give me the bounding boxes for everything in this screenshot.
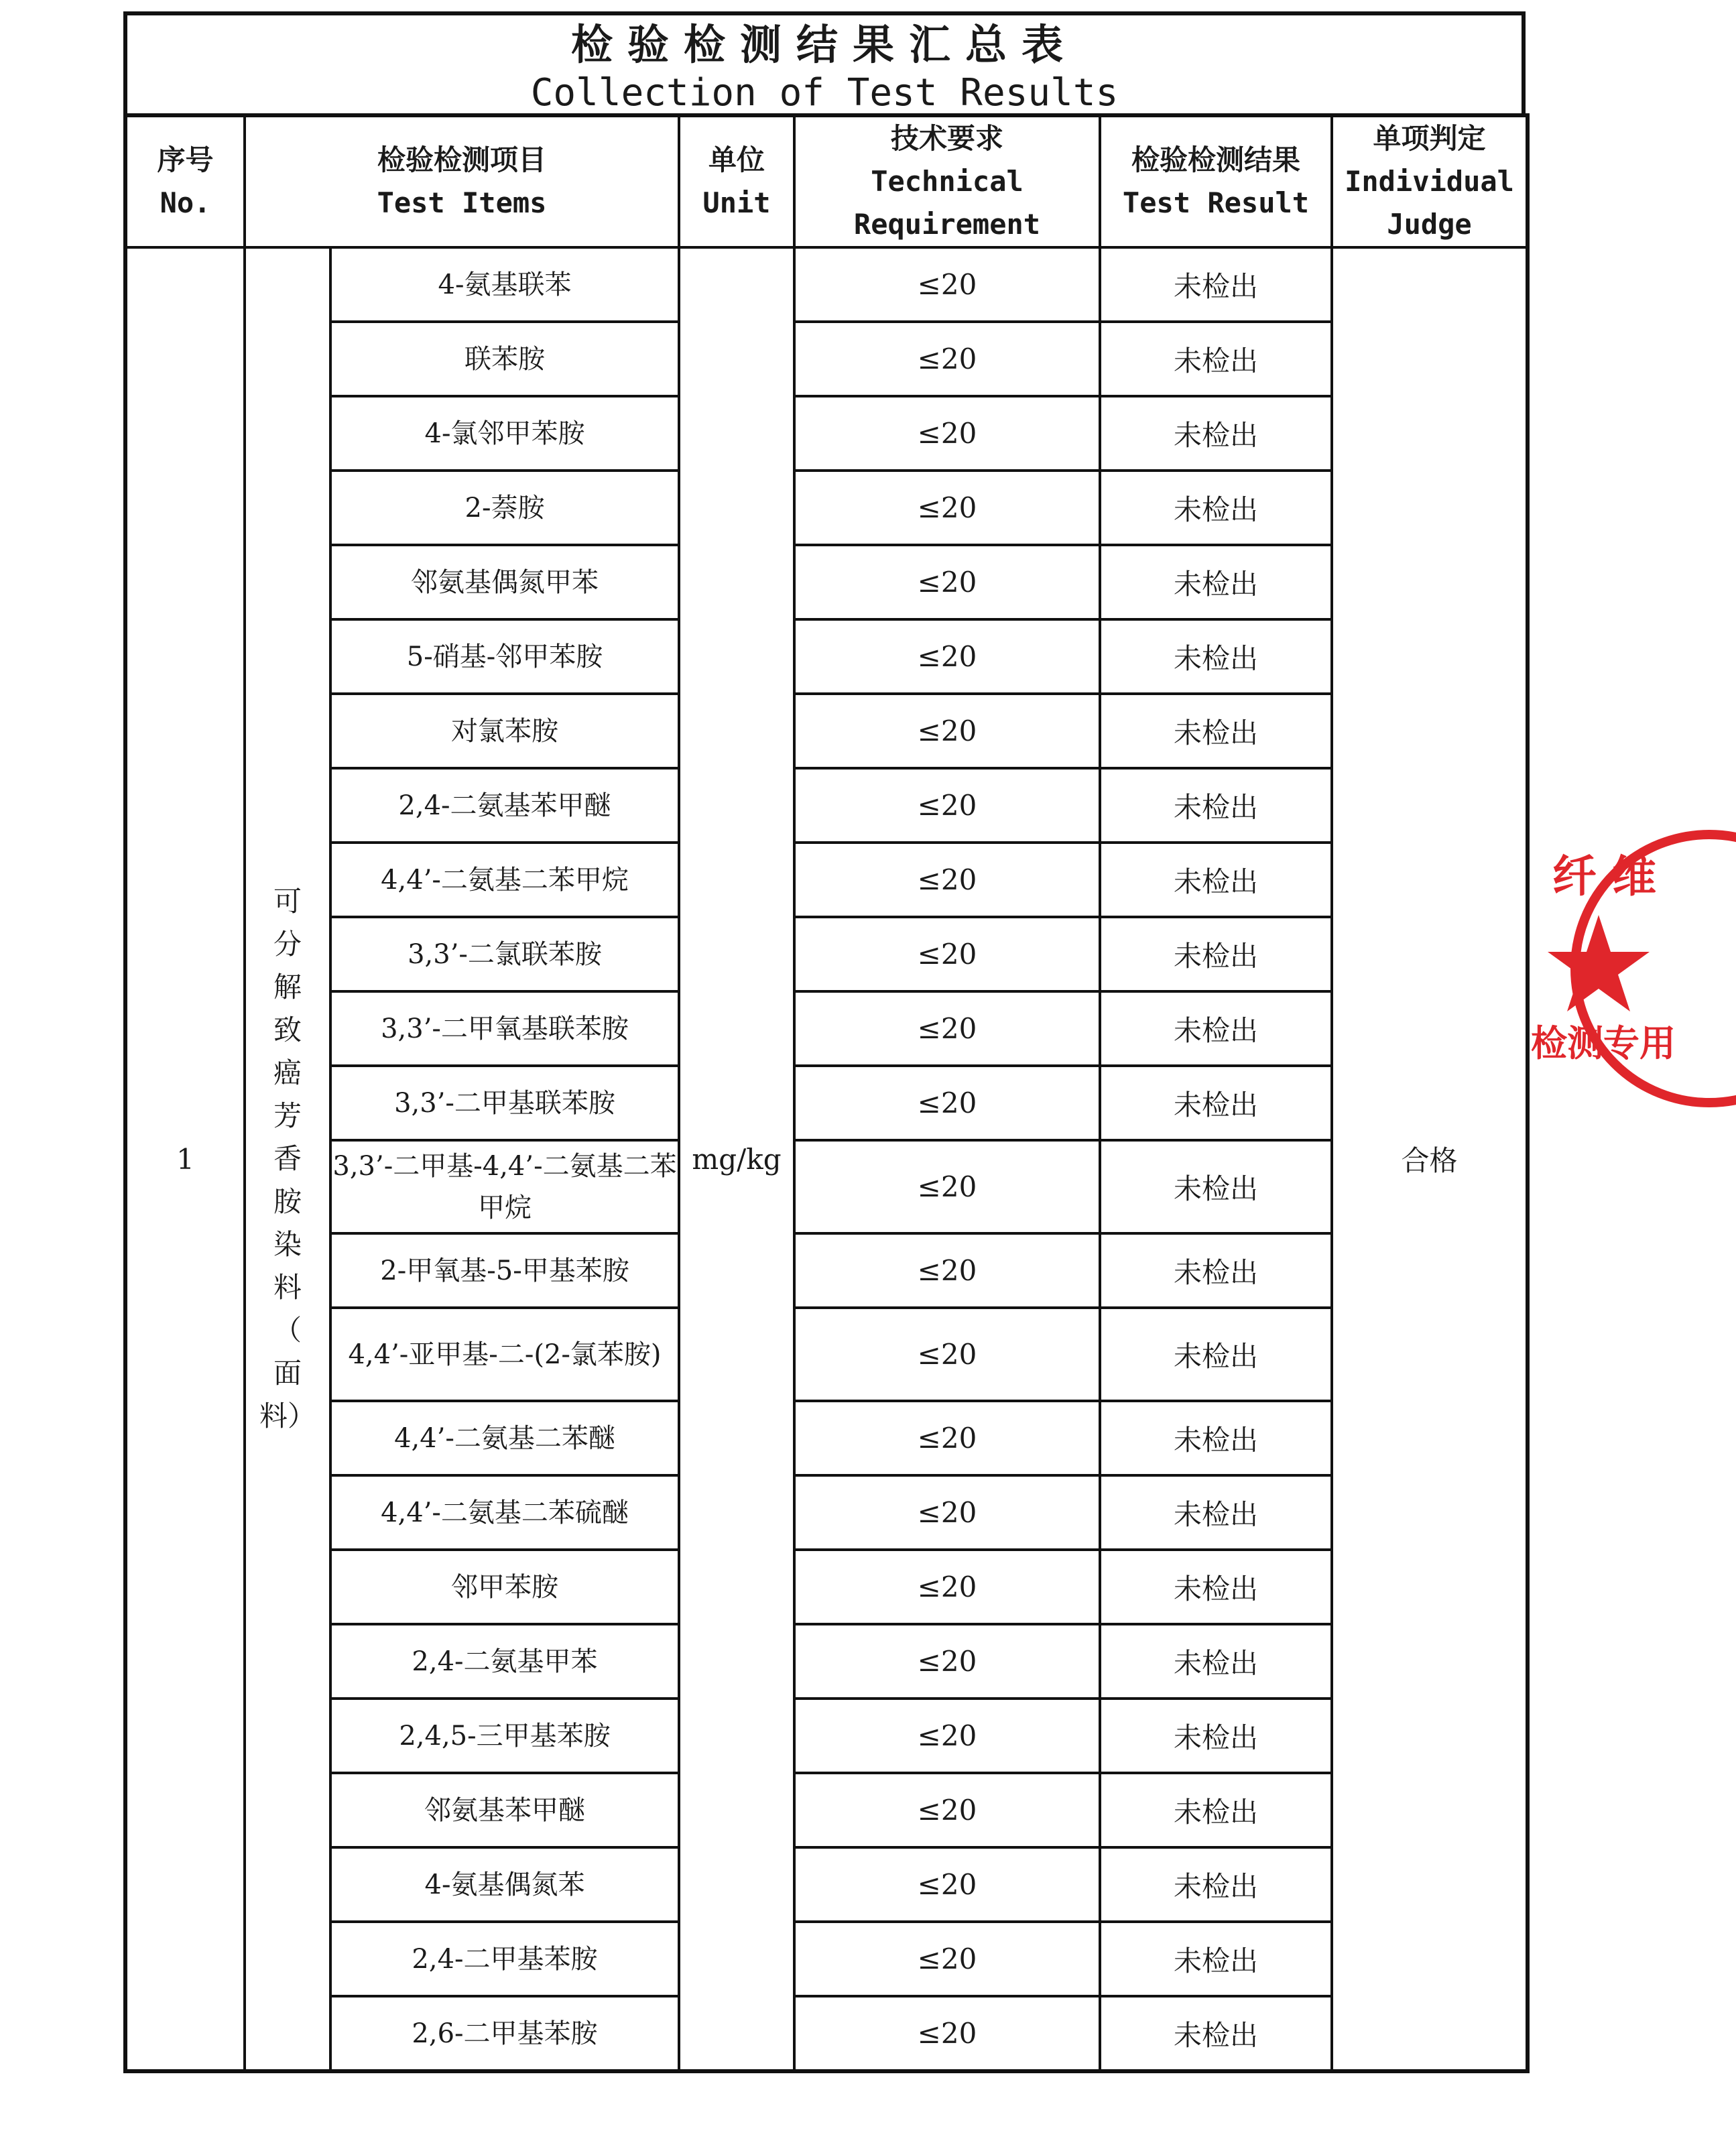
judge-cell: 合格 [1332, 247, 1528, 2071]
test-item: 邻氨基苯甲醚 [330, 1773, 679, 1847]
table-row [125, 1550, 1528, 1624]
table-row [125, 545, 1528, 619]
category-char: 可 [273, 885, 302, 918]
table-row [125, 1475, 1528, 1550]
requirement-cell: ≤20 [794, 322, 1100, 396]
test-item: 4,4’-二氨基二苯醚 [330, 1401, 679, 1475]
header-requirement: 技术要求 Technical Requirement [794, 115, 1100, 247]
result-cell: 未检出 [1100, 1550, 1332, 1624]
test-item: 邻甲苯胺 [330, 1550, 679, 1624]
result-cell: 未检出 [1100, 1847, 1332, 1922]
table-row [125, 917, 1528, 991]
requirement-cell: ≤20 [794, 1475, 1100, 1550]
table-row [125, 1308, 1528, 1401]
table-row [125, 619, 1528, 694]
result-cell: 未检出 [1100, 991, 1332, 1066]
result-cell: 未检出 [1100, 619, 1332, 694]
title-chinese: 检验检测结果汇总表 [570, 20, 1078, 69]
requirement-cell: ≤20 [794, 1140, 1100, 1233]
test-item: 邻氨基偶氮甲苯 [330, 545, 679, 619]
star-icon [1548, 915, 1650, 1011]
test-item: 2,4-二氨基甲苯 [330, 1624, 679, 1699]
result-cell: 未检出 [1100, 1233, 1332, 1308]
requirement-cell: ≤20 [794, 1233, 1100, 1308]
requirement-cell: ≤20 [794, 917, 1100, 991]
requirement-cell: ≤20 [794, 1066, 1100, 1140]
table-row [125, 1847, 1528, 1922]
title-block [123, 11, 1526, 113]
test-item: 5-硝基-邻甲苯胺 [330, 619, 679, 694]
header-row [125, 115, 1528, 247]
unit-cell: mg/kg [679, 247, 794, 2071]
test-item: 4-氨基偶氮苯 [330, 1847, 679, 1922]
group-number: 1 [125, 247, 245, 2071]
results-table [123, 113, 1530, 2073]
table-row [125, 1773, 1528, 1847]
requirement-cell: ≤20 [794, 545, 1100, 619]
category-char: 致 [273, 1013, 302, 1046]
test-item: 3,3’-二甲基-4,4’-二氨基二苯甲烷 [330, 1140, 679, 1233]
requirement-cell: ≤20 [794, 396, 1100, 471]
test-item: 2-甲氧基-5-甲基苯胺 [330, 1233, 679, 1308]
report-sheet [123, 11, 1526, 2073]
header-test-items: 检验检测项目 Test Items [245, 115, 679, 247]
category-char: 芳 [273, 1099, 302, 1132]
requirement-cell: ≤20 [794, 1996, 1100, 2071]
category-char: 香 [273, 1142, 302, 1175]
table-row [125, 322, 1528, 396]
table-row [125, 247, 1528, 322]
result-cell: 未检出 [1100, 471, 1332, 545]
inspection-seal [1531, 821, 1736, 1116]
title-english: Collection of Test Results [530, 71, 1119, 115]
test-item: 3,3’-二甲基联苯胺 [330, 1066, 679, 1140]
category-label [245, 247, 330, 2071]
result-cell: 未检出 [1100, 1308, 1332, 1401]
result-cell: 未检出 [1100, 247, 1332, 322]
table-row [125, 471, 1528, 545]
category-char: 癌 [273, 1056, 302, 1089]
test-item: 对氯苯胺 [330, 694, 679, 768]
result-cell: 未检出 [1100, 843, 1332, 917]
category-char: 面 [273, 1357, 302, 1390]
requirement-cell: ≤20 [794, 843, 1100, 917]
table-row [125, 991, 1528, 1066]
requirement-cell: ≤20 [794, 1308, 1100, 1401]
test-item: 4,4’-二氨基二苯甲烷 [330, 843, 679, 917]
result-cell: 未检出 [1100, 917, 1332, 991]
result-cell: 未检出 [1100, 1996, 1332, 2071]
category-char: 分 [273, 928, 302, 961]
header-judge: 单项判定 Individual Judge [1332, 115, 1528, 247]
result-cell: 未检出 [1100, 1922, 1332, 1996]
requirement-cell: ≤20 [794, 991, 1100, 1066]
table-row [125, 1233, 1528, 1308]
table-row [125, 768, 1528, 843]
test-item: 2,4-二氨基苯甲醚 [330, 768, 679, 843]
category-char: 解 [273, 971, 302, 1003]
result-cell: 未检出 [1100, 1624, 1332, 1699]
result-cell: 未检出 [1100, 396, 1332, 471]
requirement-cell: ≤20 [794, 1699, 1100, 1773]
result-cell: 未检出 [1100, 1699, 1332, 1773]
test-item: 2,4-二甲基苯胺 [330, 1922, 679, 1996]
test-item: 2,4,5-三甲基苯胺 [330, 1699, 679, 1773]
table-row [125, 1922, 1528, 1996]
seal-top-text: 纤 维 [1552, 851, 1656, 902]
test-item: 2,6-二甲基苯胺 [330, 1996, 679, 2071]
requirement-cell: ≤20 [794, 619, 1100, 694]
result-cell: 未检出 [1100, 1401, 1332, 1475]
requirement-cell: ≤20 [794, 471, 1100, 545]
table-row [125, 396, 1528, 471]
test-item: 3,3’-二甲氧基联苯胺 [330, 991, 679, 1066]
test-item: 4,4’-亚甲基-二-(2-氯苯胺) [330, 1308, 679, 1401]
category-char: 料） [259, 1400, 316, 1432]
seal-ring [1575, 835, 1736, 1103]
table-row [125, 1624, 1528, 1699]
requirement-cell: ≤20 [794, 1773, 1100, 1847]
table-row [125, 1996, 1528, 2071]
requirement-cell: ≤20 [794, 1624, 1100, 1699]
table-row [125, 1401, 1528, 1475]
table-row [125, 1066, 1528, 1140]
table-row [125, 694, 1528, 768]
table-row [125, 1140, 1528, 1233]
requirement-cell: ≤20 [794, 1922, 1100, 1996]
requirement-cell: ≤20 [794, 768, 1100, 843]
seal-bottom-text: 检测专用 [1531, 1022, 1676, 1064]
header-no: 序号 No. [125, 115, 245, 247]
header-result: 检验检测结果 Test Result [1100, 115, 1332, 247]
category-char: （ [273, 1314, 302, 1347]
test-item: 4-氯邻甲苯胺 [330, 396, 679, 471]
requirement-cell: ≤20 [794, 1847, 1100, 1922]
requirement-cell: ≤20 [794, 1401, 1100, 1475]
requirement-cell: ≤20 [794, 1550, 1100, 1624]
result-cell: 未检出 [1100, 1140, 1332, 1233]
results-body [125, 247, 1528, 2071]
table-row [125, 1699, 1528, 1773]
requirement-cell: ≤20 [794, 694, 1100, 768]
result-cell: 未检出 [1100, 1066, 1332, 1140]
test-item: 3,3’-二氯联苯胺 [330, 917, 679, 991]
result-cell: 未检出 [1100, 1773, 1332, 1847]
category-char: 染 [273, 1228, 302, 1261]
test-item: 4-氨基联苯 [330, 247, 679, 322]
header-unit: 单位 Unit [679, 115, 794, 247]
category-char: 料 [273, 1271, 302, 1304]
result-cell: 未检出 [1100, 1475, 1332, 1550]
test-item: 4,4’-二氨基二苯硫醚 [330, 1475, 679, 1550]
result-cell: 未检出 [1100, 768, 1332, 843]
test-item: 2-萘胺 [330, 471, 679, 545]
result-cell: 未检出 [1100, 322, 1332, 396]
test-item: 联苯胺 [330, 322, 679, 396]
category-char: 胺 [273, 1185, 302, 1218]
result-cell: 未检出 [1100, 694, 1332, 768]
requirement-cell: ≤20 [794, 247, 1100, 322]
result-cell: 未检出 [1100, 545, 1332, 619]
table-row [125, 843, 1528, 917]
